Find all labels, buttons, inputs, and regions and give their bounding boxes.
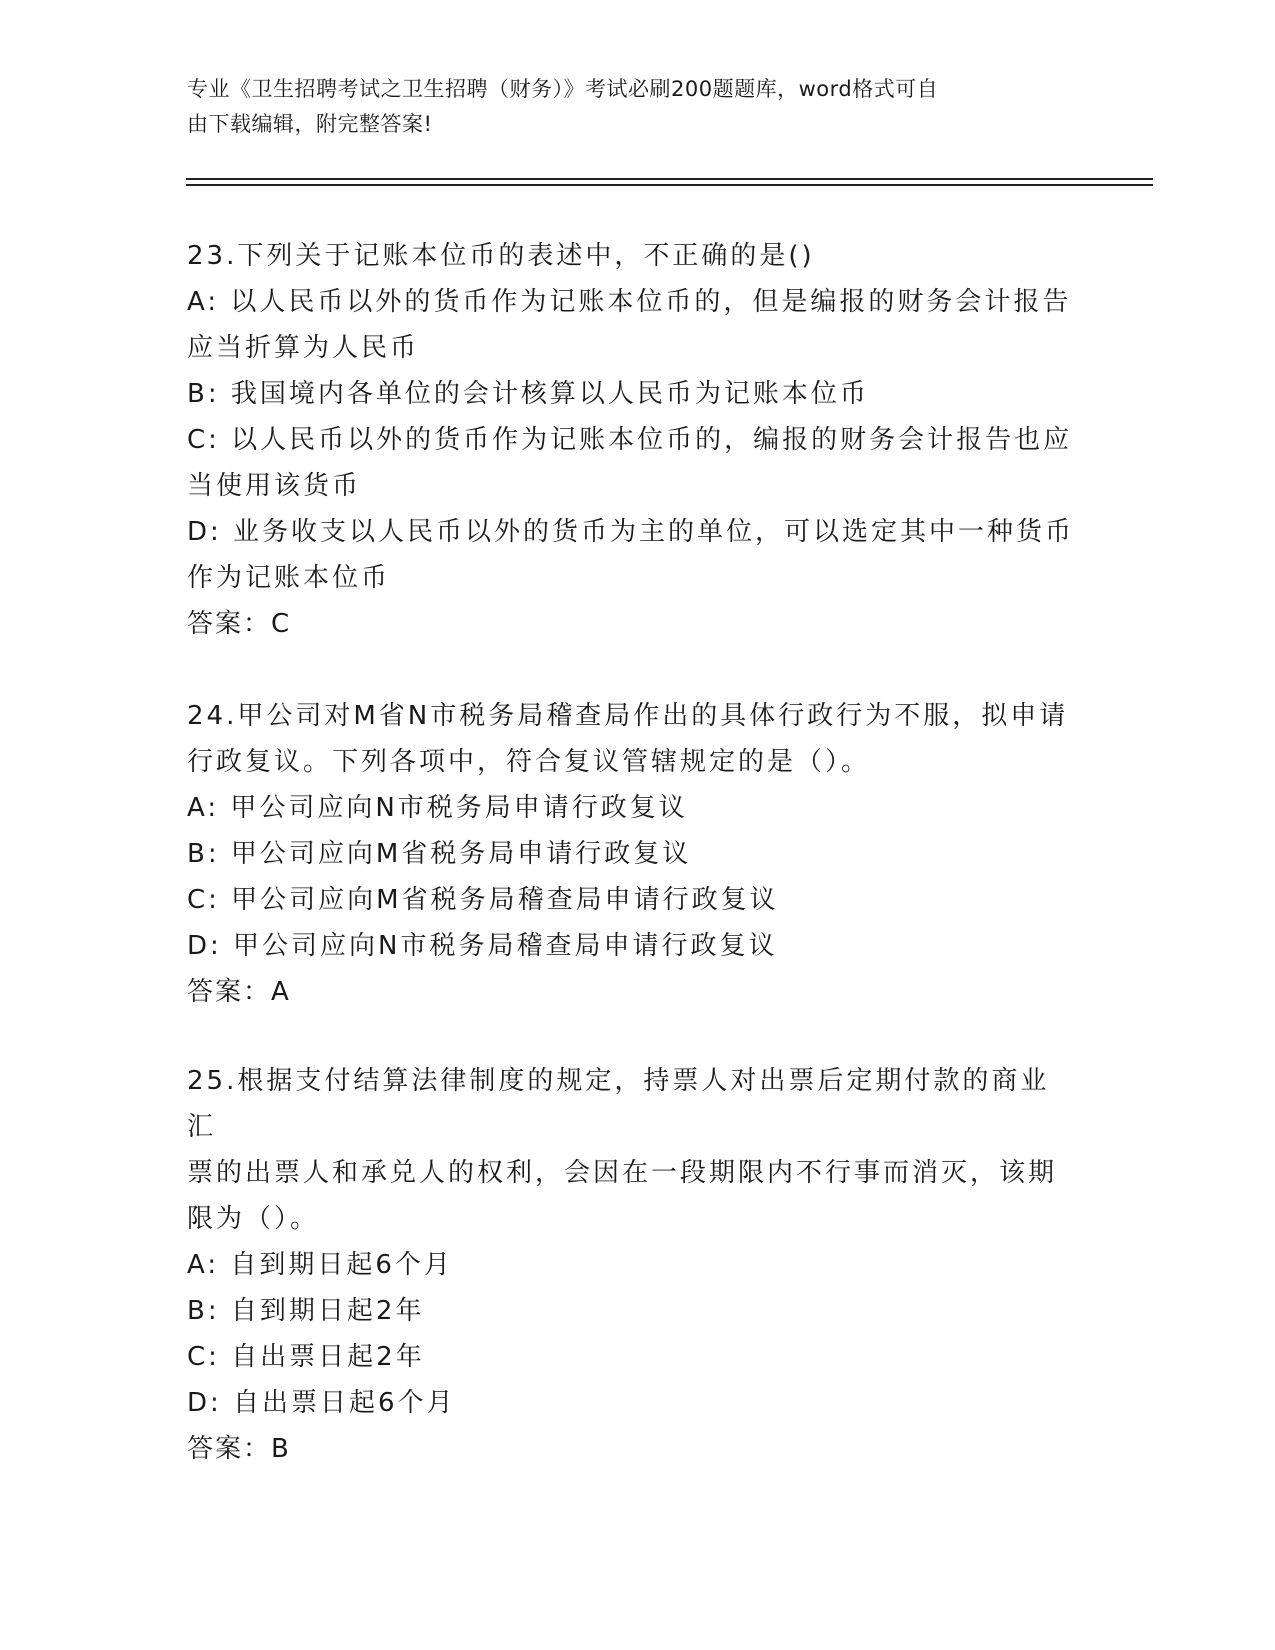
question-24 — [187, 693, 1077, 1015]
header-line: 由下载编辑，附完整答案! — [187, 112, 433, 136]
header-divider — [186, 184, 1153, 186]
document-header — [187, 72, 1067, 142]
question-stem: 23.下列关于记账本位币的表述中，不正确的是() — [187, 241, 815, 271]
answer-text: 答案：A — [187, 977, 291, 1007]
question-stem: 25.根据支付结算法律制度的规定，持票人对出票后定期付款的商业汇 — [187, 1066, 1050, 1142]
option-c: C: 自出票日起2年 — [187, 1342, 425, 1372]
question-stem: 24.甲公司对M省N市税务局稽查局作出的具体行政行为不服，拟申请 — [187, 701, 1069, 731]
option-c-continued: 当使用该货币 — [187, 471, 362, 501]
option-b: B: 自到期日起2年 — [187, 1296, 425, 1326]
option-b: B: 甲公司应向M省税务局申请行政复议 — [187, 839, 692, 869]
option-c: C: 甲公司应向M省税务局稽查局申请行政复议 — [187, 885, 779, 915]
question-stem-continued: 票的出票人和承兑人的权利，会因在一段期限内不行事而消灭，该期 — [187, 1158, 1058, 1188]
option-a: A: 以人民币以外的货币作为记账本位币的，但是编报的财务会计报告 — [187, 287, 1072, 317]
option-d: D: 甲公司应向N市税务局稽查局申请行政复议 — [187, 931, 778, 961]
option-a-continued: 应当折算为人民币 — [187, 333, 420, 363]
header-divider — [186, 178, 1153, 180]
option-a: A: 甲公司应向N市税务局申请行政复议 — [187, 793, 688, 823]
option-d: D: 业务收支以人民币以外的货币为主的单位，可以选定其中一种货币 — [187, 517, 1075, 547]
question-25 — [187, 1058, 1077, 1472]
option-c: C: 以人民币以外的货币作为记账本位币的，编报的财务会计报告也应 — [187, 425, 1073, 455]
option-d-continued: 作为记账本位币 — [187, 563, 391, 593]
option-b: B: 我国境内各单位的会计核算以人民币为记账本位币 — [187, 379, 869, 409]
header-line: 专业《卫生招聘考试之卫生招聘（财务）》考试必刷200题题库，word格式可自 — [187, 77, 939, 101]
question-23 — [187, 233, 1077, 647]
question-stem-continued: 行政复议。下列各项中，符合复议管辖规定的是（）。 — [187, 747, 871, 777]
question-stem-continued: 限为（）。 — [187, 1204, 320, 1234]
option-d: D: 自出票日起6个月 — [187, 1388, 456, 1418]
answer-text: 答案：B — [187, 1434, 291, 1464]
answer-text: 答案：C — [187, 609, 292, 639]
option-a: A: 自到期日起6个月 — [187, 1250, 453, 1280]
